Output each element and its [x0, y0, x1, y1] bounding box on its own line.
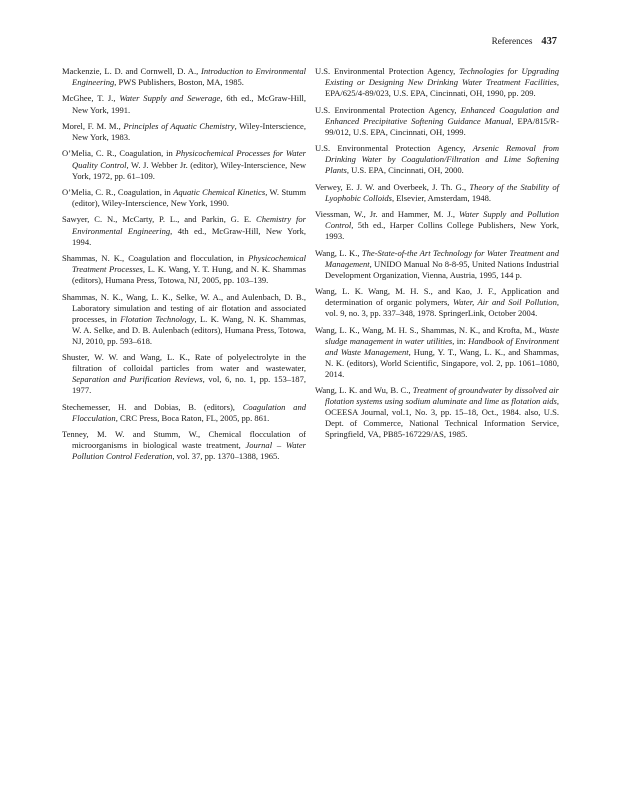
reference-entry — [62, 402, 306, 424]
reference-text: Shuster, W. W. and Wang, L. K., Rate of polyelectrolyte in the filtration of colloidal particles from water and wastewater, — [62, 352, 306, 374]
reference-entry — [315, 248, 559, 281]
reference-text: Morel, F. M. M., — [62, 120, 124, 131]
reference-title: Arsenic Removal from Drinking Water by Coagulation/Filtration and Lime Softening Plants — [325, 143, 559, 176]
reference-title: The-State-of-the Art Technology for Water Treatment and Management — [325, 247, 559, 269]
reference-text: , vol, 6, no. 1, pp. 153–187, 1977. — [72, 374, 306, 396]
reference-text: , 6th ed., McGraw-Hill, New York, 1991. — [72, 93, 306, 115]
reference-text: , UNIDO Manual No 8-8-95, United Nations Industrial Development Organization, Vienna, Austria, 1995, 144 p. — [325, 258, 559, 280]
reference-title: Enhanced Coagulation and Enhanced Precipitative Softening Guidance Manual — [325, 104, 559, 126]
reference-text: Viessman, W., Jr. and Hammer, M. J., — [315, 209, 459, 220]
reference-title: Flotation Technology — [120, 313, 195, 324]
reference-entry — [315, 286, 559, 319]
reference-title: Water, Air and Soil Pollution — [452, 297, 557, 308]
reference-text: , vol. 9, no. 3, pp. 337–348, 1978. SpringerLink, October 2004. — [325, 297, 559, 319]
reference-text: , 5th ed., Harper Collins College Publishers, New York, 1993. — [325, 220, 559, 242]
reference-text: U.S. Environmental Protection Agency, — [315, 104, 461, 115]
reference-entry — [62, 121, 306, 143]
reference-text: , CRC Press, Boca Raton, FL, 2005, pp. 861. — [115, 412, 270, 423]
page-number: 437 — [541, 36, 557, 47]
reference-title: Introduction to Environmental Engineering — [72, 66, 306, 88]
reference-entry — [62, 66, 306, 88]
reference-text: , in: — [452, 335, 469, 346]
reference-entry — [62, 253, 306, 286]
reference-title: Theory of the Stability of Lyophobic Colloids — [325, 181, 559, 203]
reference-text: Shammas, N. K., Wang, L. K., Selke, W. A., and Aulenbach, D. B., Laboratory simulation and testing of air flotation and associated processes, in — [62, 291, 306, 324]
reference-text: Shammas, N. K., Coagulation and flocculation, in — [62, 253, 249, 263]
reference-entry — [315, 385, 559, 440]
reference-text: O’Melia, C. R., Coagulation, in — [62, 148, 176, 159]
reference-text: Wang, L. K. Wang, M. H. S., and Kao, J. F., Application and determination of organic polymers, — [315, 286, 559, 308]
reference-text: Verwey, E. J. W. and Overbeek, J. Th. G., — [315, 181, 470, 192]
reference-title: Handbook of Environment and Waste Management — [325, 335, 559, 357]
reference-entry — [62, 93, 306, 115]
reference-text: , Hung, Y. T., Wang, L. K., and Shammas, N. K. (editors), World Scientific, Singapore, vol. 2, pp. 1061–1080, 2014. — [325, 346, 559, 379]
reference-title: Technologies for Upgrading Existing or Designing New Drinking Water Treatment Facilities — [325, 66, 559, 88]
reference-text: Stechemesser, H. and Dobias, B. (editors), — [62, 401, 243, 412]
reference-text: , PWS Publishers, Boston, MA, 1985. — [114, 77, 244, 88]
reference-entry — [315, 143, 559, 176]
reference-title: Separation and Purification Reviews — [72, 374, 203, 385]
reference-text: , Wiley-Interscience, New York, 1983. — [72, 120, 306, 143]
references-column-right — [315, 66, 559, 446]
reference-text: , L. K. Wang, N. K. Shammas, W. A. Selke, and D. B. Aulenbach (editors), Humana Press, Totowa, NJ, 2010, pp. 593–618. — [72, 313, 306, 346]
reference-text: Mackenzie, L. D. and Cornwell, D. A., — [62, 66, 201, 76]
reference-entry — [315, 325, 559, 380]
running-header — [492, 36, 557, 47]
reference-entry — [315, 209, 559, 242]
reference-text: , vol. 37, pp. 1370–1388, 1965. — [172, 451, 280, 462]
references-column-left — [62, 66, 306, 468]
reference-text: , EPA/815/R-99/012, U.S. EPA, Cincinnati, OH, 1999. — [325, 115, 559, 137]
reference-entry — [62, 148, 306, 181]
reference-text: , EPA/625/4-89/023, U.S. EPA, Cincinnati, OH, 1990, pp. 209. — [325, 77, 559, 99]
reference-text: Wang, L. K. and Wu, B. C., — [315, 385, 413, 396]
reference-title: Physicochemical Processes for Water Quality Control — [72, 148, 306, 170]
reference-text: O’Melia, C. R., Coagulation, in — [62, 186, 174, 197]
reference-title: Principles of Aquatic Chemistry — [123, 120, 235, 131]
reference-title: Water Supply and Sewerage — [119, 93, 221, 104]
reference-title: Water Supply and Pollution Control — [325, 209, 559, 231]
reference-text: Wang, L. K., — [315, 247, 362, 258]
reference-text: U.S. Environmental Protection Agency, — [315, 143, 473, 154]
reference-text: , Elsevier, Amsterdam, 1948. — [391, 192, 492, 203]
reference-entry — [62, 429, 306, 462]
reference-text: , W. Stumm (editor), Wiley-Interscience, New York, 1990. — [72, 186, 307, 209]
reference-text: , L. K. Wang, Y. T. Hung, and N. K. Shammas (editors), Humana Press, Totowa, NJ, 2005, pp. 103–139. — [72, 264, 306, 286]
reference-text: , 4th ed., McGraw-Hill, New York, 1994. — [72, 225, 306, 247]
reference-title: Journal – Water Pollution Control Federation — [72, 440, 306, 462]
reference-title: Coagulation and Flocculation — [72, 401, 306, 423]
reference-text: , U.S. EPA, Cincinnati, OH, 2000. — [346, 165, 464, 176]
section-title: References — [491, 36, 533, 46]
reference-title: Physicochemical Treatment Processes — [72, 253, 306, 275]
reference-text: , OCEESA Journal, vol.1, No. 3, pp. 15–18, Oct., 1984. also, U.S. Dept. of Commerce, National Technical Information Service, Springfield, VA, PB85-167229/AS, 1985. — [325, 396, 559, 440]
reference-text: Wang, L. K., Wang, M. H. S., Shammas, N. K., and Krofta, M., — [315, 324, 539, 335]
reference-title: Chemistry for Environmental Engineering — [72, 214, 307, 236]
reference-entry — [62, 292, 306, 347]
reference-text: , W. J. Webber Jr. (editor), Wiley-Interscience, New York, 1972, pp. 61–109. — [72, 159, 306, 181]
reference-entry — [62, 187, 306, 209]
reference-title: Aquatic Chemical Kinetics — [173, 186, 266, 197]
reference-entry — [315, 66, 559, 99]
reference-entry — [62, 214, 306, 247]
reference-text: Tenney, M. W. and Stumm, W., Chemical flocculation of microorganisms in biological waste treatment, — [62, 429, 306, 451]
reference-text: Sawyer, C. N., McCarty, P. L., and Parkin, G. E. — [62, 214, 257, 225]
reference-entry — [315, 182, 559, 204]
reference-title: Treatment of groundwater by dissolved air flotation systems using sodium aluminate and lime as flotation aids — [325, 385, 560, 407]
reference-text: McGhee, T. J., — [62, 93, 120, 104]
reference-title: Waste sludge management in water utilities — [325, 324, 559, 346]
reference-entry — [315, 105, 559, 138]
reference-text: U.S. Environmental Protection Agency, — [315, 66, 460, 76]
reference-entry — [62, 352, 306, 396]
